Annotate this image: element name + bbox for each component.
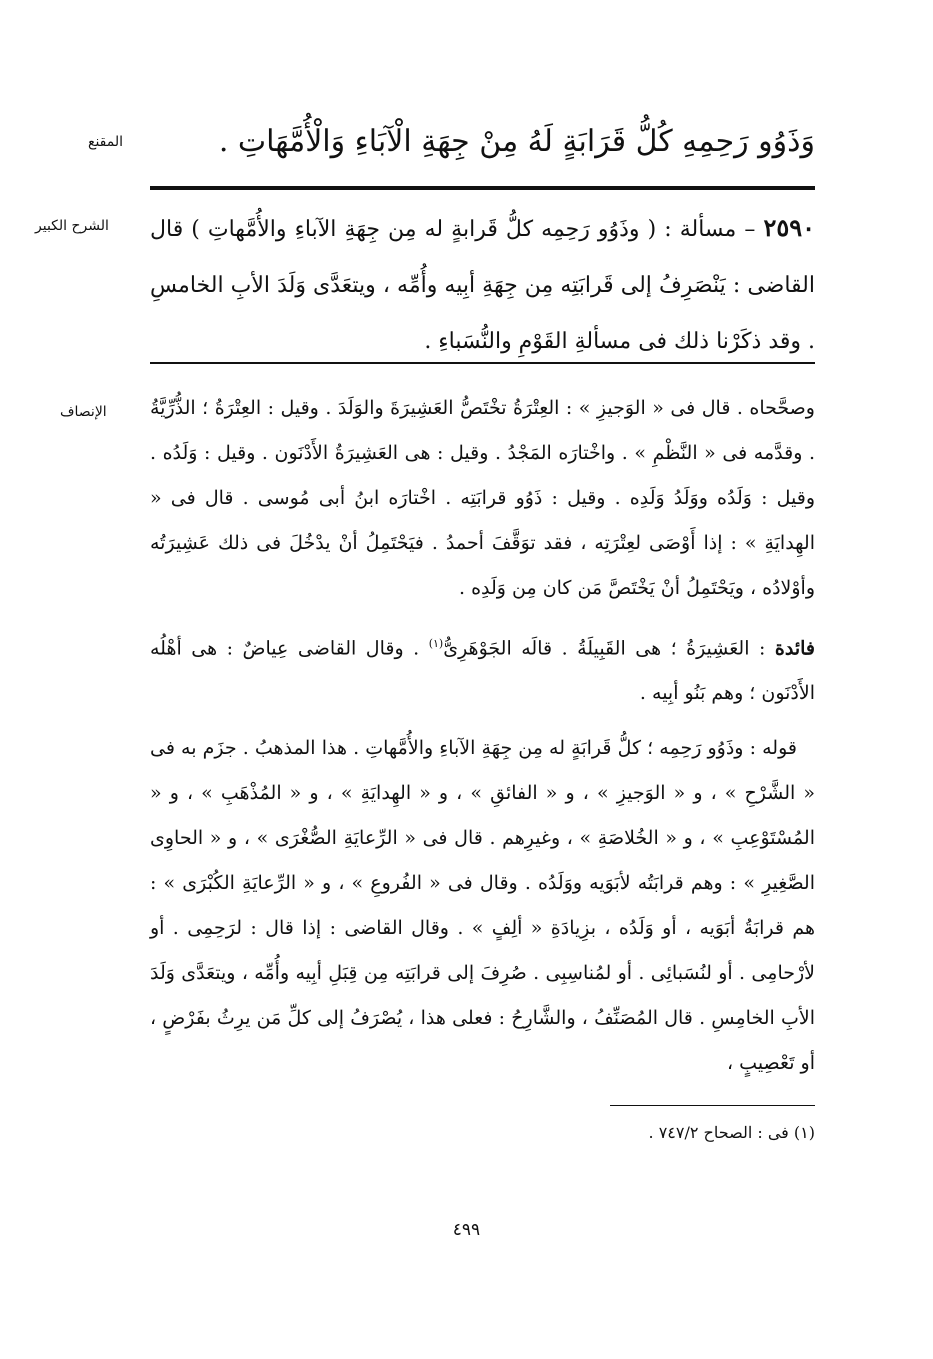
insaf-paragraph-faida — [150, 621, 815, 716]
footnote: (١) فى : الصحاح ٧٤٧/٢ . — [648, 1123, 815, 1142]
faida-label: فائدة — [774, 637, 815, 660]
faida-text-b: . وقال القاضى عِياضٌ : هى أهْلُه الأَدْنَون ؛ وهم بَنُو أبِيه . — [150, 637, 815, 705]
insaf-paragraph-1: وصحَّحاه . قال فى « الوَجيزِ » : العِتْرَةُ تخْتَصُّ العَشِيرَةَ والوَلَدَ . وقيل : العِتْرَةُ ؛ الذُّرِّيَّةُ . وقدَّمه فى « النَّظْمِ » . واخْتارَه المَجْدُ . وقيل : هى العَشِيرَةُ الأَدْنَون . وقيل : وَلَدُه . وقيل : وَلَدُه ووَلَدُ وَلَدِه . وقيل : ذَوُو قرابَتِه . اخْتارَه ابنُ أبى مُوسى . قال فى « الهِدايَةِ » : إذا أَوْصَى لعِتْرَتِه ، فقد توَقَّفَ أحمدُ . فيَحْتَمِلُ أنْ يدْخُلَ فى ذلك عَشِيرَتُه وأوْلادُه ، ويَحْتَمِلُ أنْ يَخْتَصَّ مَن كان مِن وَلَدِه . — [150, 397, 815, 599]
sharh-text: – مسألة : ( وذَوُو رَحِمِه كلُّ قَرابةٍ له مِن جِهَةِ الآباءِ والأُمَّهاتِ ) قال القاضى : يَنْصَرِفُ إلى قَرابَتِه مِن جِهَةِ أبِيه وأُمِّه ، ويتعَدَّى وَلَدَ الأبِ الخامسِ . وقد ذكَرْنا ذلك فى مسألةِ القَوْمِ والنُّسَباءِ . — [150, 217, 815, 354]
margin-label-muqni: المقنع — [88, 134, 124, 150]
margin-label-insaf: الإنصاف — [60, 404, 107, 420]
footnote-rule — [610, 1105, 815, 1106]
page-number: ٤٩٩ — [452, 1220, 481, 1240]
sharh-separator-rule — [150, 362, 815, 364]
masala-number: ٢٥٩٠ — [763, 213, 815, 242]
insaf-paragraph-3: قوله : وذَوُو رَحِمِه ؛ كلُّ قَرابَةٍ له مِن جِهَةِ الآباءِ والأُمَّهاتِ . هذا المذهبُ . جزَم به فى « الشَّرْحِ » ، و « الوَجيزِ » ، و « الفائقِ » ، و « الهِدايَةِ » ، و « المُذْهَبِ » ، و « المُسْتَوْعِبِ » ، و « الخُلاصَةِ » ، وغيرِهم . قال فى « الرِّعايَةِ الصُّغْرَى » ، و « الحاوِى الصَّغِيرِ » : وهم قرابَتُه لأبَوَيه ووَلَدُه . وقال فى « الفُروعِ » ، و « الرِّعايَةِ الكُبْرَى » : هم قرابَةُ أبَوَيه ، أو وَلَدُه ، بزِيادَةِ « ألِفٍ » . وقال القاضى : إذا قال : لرَحِمِى . أو لأرْحامِى . أو لنُسَبائِى . أو لمُناسِبِى . صُرِفَ إلى قرابَتِه مِن قِبَلِ أبِيه وأُمِّه ، ويتعَدَّى وَلَدَ الأبِ الخامِسِ . قال المُصَنِّفُ ، والشَّارِحُ : فعلى هذا ، يُصْرَفُ إلى كلِّ مَن يرِثُ بفَرْضٍ ، أو تَعْصِيبٍ ، — [150, 737, 815, 1075]
matn-text: وَذَوُو رَحِمِهِ كُلُّ قَرَابَةٍ لَهُ مِنْ جِهَةِ الْآبَاءِ وَالْأُمَّهَاتِ . — [218, 124, 815, 159]
sharh-section — [150, 200, 815, 370]
footnote-ref: (١) — [428, 637, 444, 650]
margin-label-sharh: الشرح الكبير — [35, 218, 109, 234]
matn-separator-rule — [150, 186, 815, 190]
insaf-section — [150, 386, 815, 1096]
faida-text-a: : العَشِيرَةُ ؛ هى القَبِيلَةُ . قالَه الجَوْهَرِىُّ — [443, 637, 766, 660]
